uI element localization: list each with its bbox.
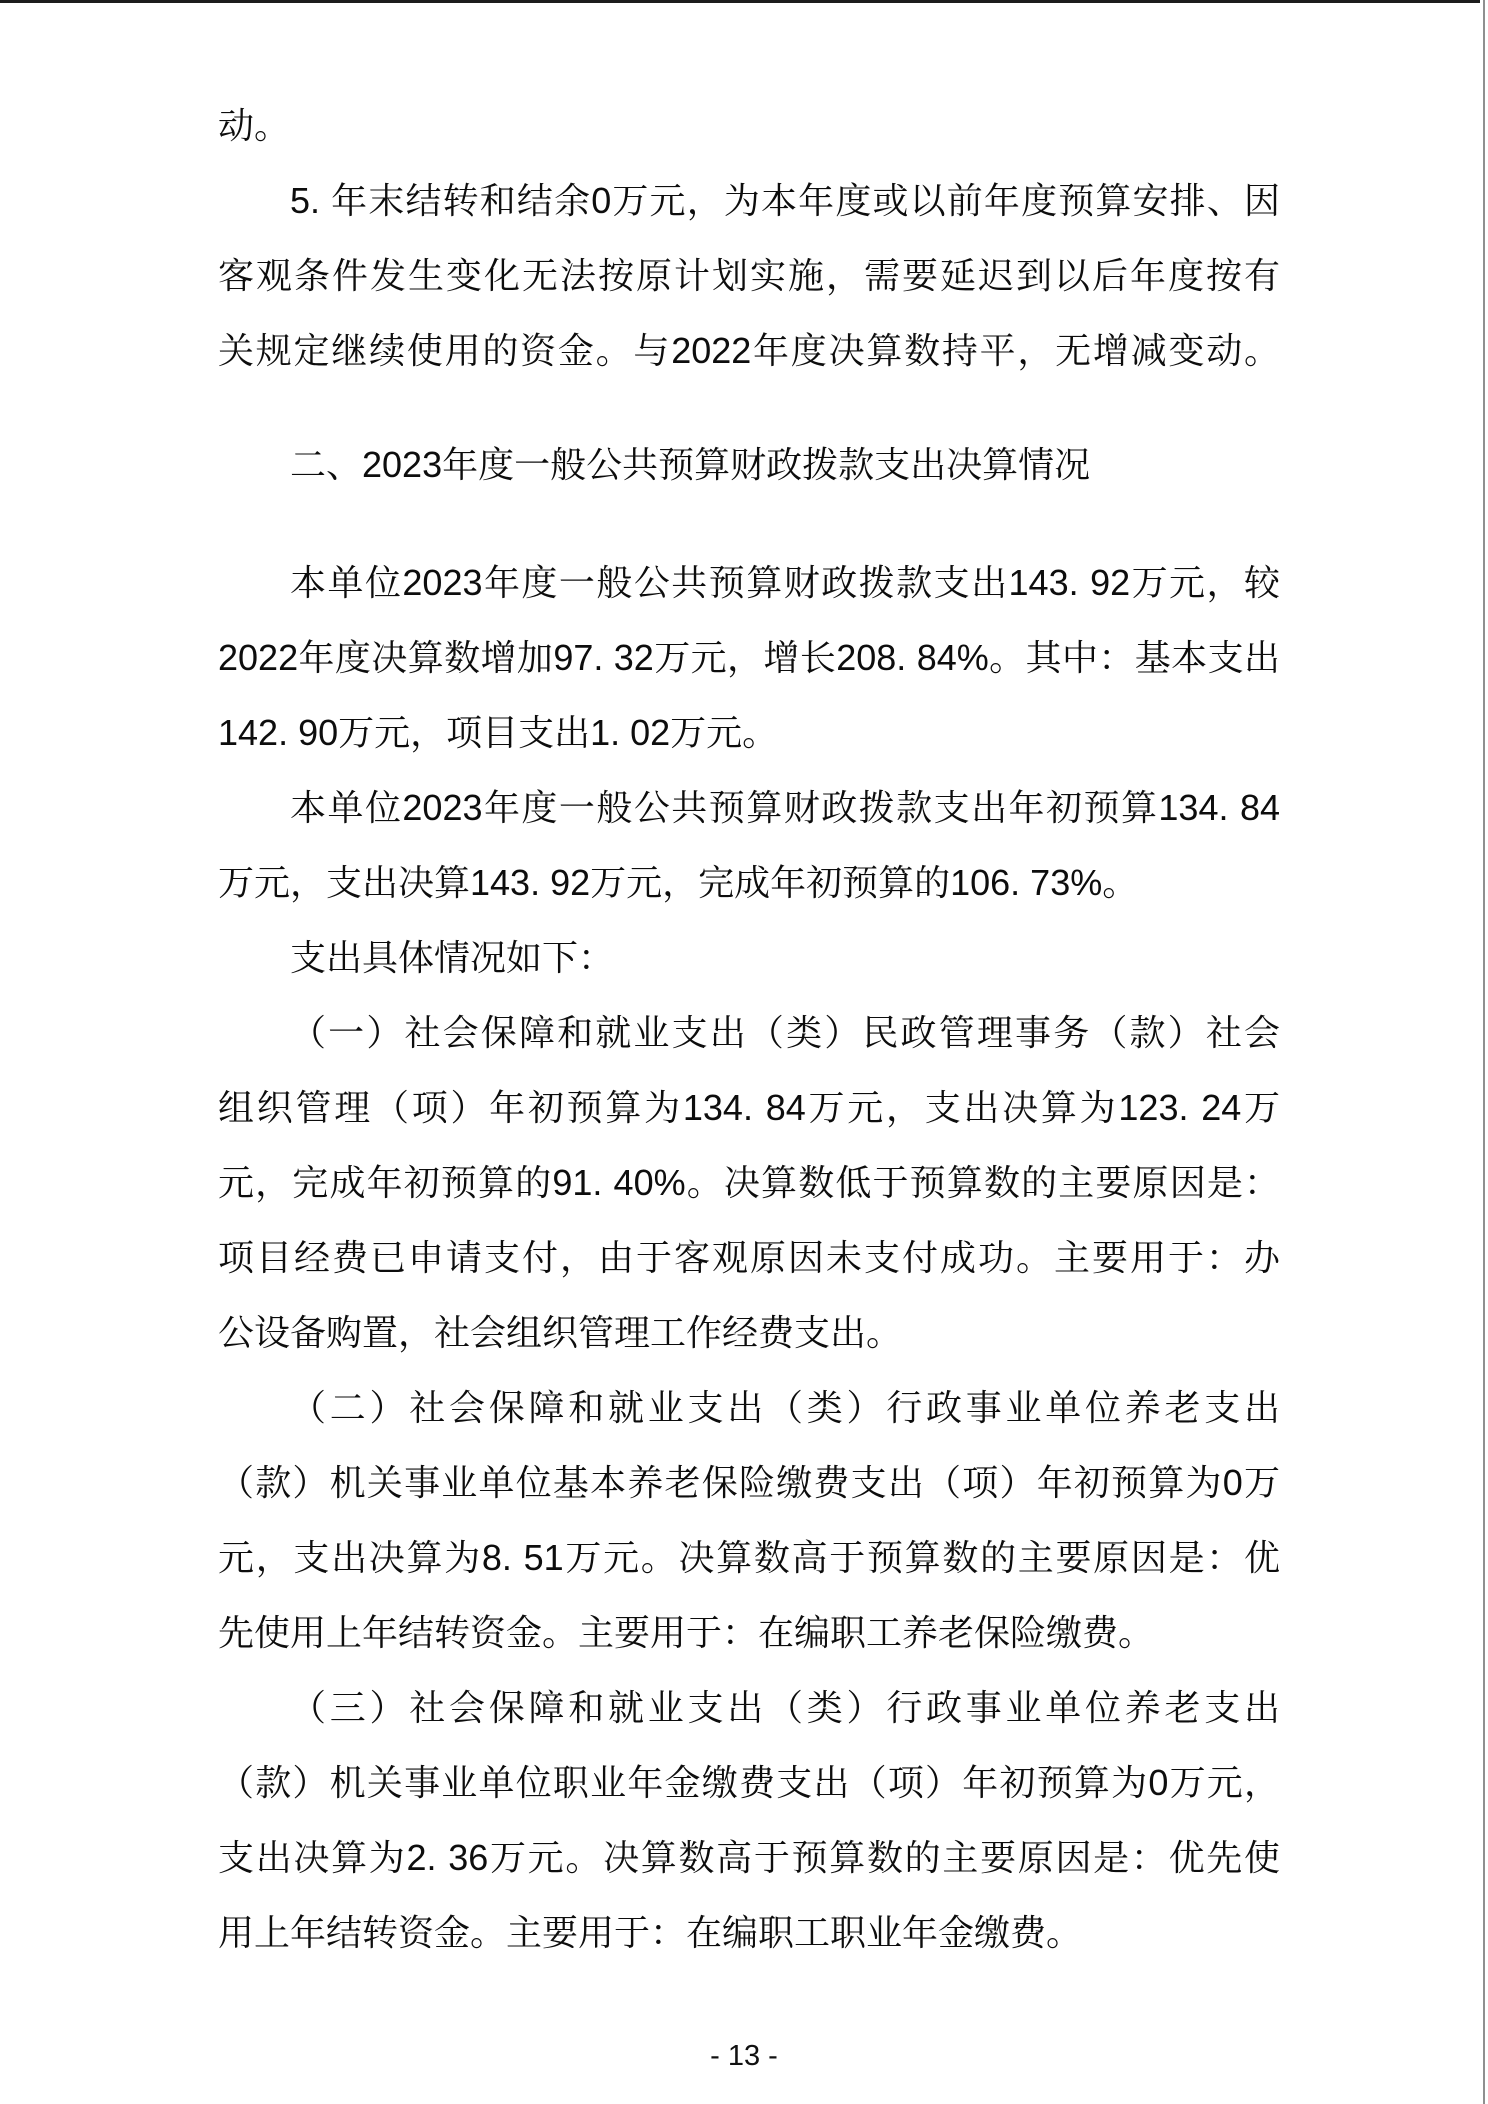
text-line: 2022年度决算数增加97. 32万元，增长208. 84%。其中：基本支出 [218,637,1280,678]
text-line: （三）社会保障和就业支出（类）行政事业单位养老支出 [290,1687,1280,1728]
text-line: 万元，支出决算143. 92万元，完成年初预算的106. 73%。 [218,862,1139,903]
text-line: （款）机关事业单位基本养老保险缴费支出（项）年初预算为0万 [218,1462,1280,1503]
text-line: （二）社会保障和就业支出（类）行政事业单位养老支出 [290,1387,1280,1428]
page-number: - 13 - [710,2040,778,2072]
text-line: 先使用上年结转资金。主要用于：在编职工养老保险缴费。 [218,1612,1155,1653]
section-heading: 二、2023年度一般公共预算财政拨款支出决算情况 [290,444,1091,485]
text-line: 142. 90万元，项目支出1. 02万元。 [218,712,779,753]
scan-edge-right-line [1483,0,1485,2104]
text-line: 组织管理（项）年初预算为134. 84万元，支出决算为123. 24万 [218,1087,1280,1128]
text-line: （一）社会保障和就业支出（类）民政管理事务（款）社会 [290,1012,1280,1053]
text-line: 支出决算为2. 36万元。决算数高于预算数的主要原因是：优先使 [218,1837,1280,1878]
text-line: 动。 [218,105,291,146]
document-content [218,88,1280,1970]
text-line: 客观条件发生变化无法按原计划实施，需要延迟到以后年度按有 [218,255,1280,296]
text-line: 本单位2023年度一般公共预算财政拨款支出年初预算134. 84 [290,787,1280,828]
text-line: 元，完成年初预算的91. 40%。决算数低于预算数的主要原因是： [218,1162,1280,1203]
text-line: 项目经费已申请支付，由于客观原因未支付成功。主要用于：办 [218,1237,1280,1278]
text-line: 支出具体情况如下： [290,937,615,978]
text-line: （款）机关事业单位职业年金缴费支出（项）年初预算为0万元， [218,1762,1280,1803]
text-line: 公设备购置，社会组织管理工作经费支出。 [218,1312,903,1353]
text-line: 本单位2023年度一般公共预算财政拨款支出143. 92万元，较 [290,562,1280,603]
text-line: 关规定继续使用的资金。与2022年度决算数持平，无增减变动。 [218,330,1280,371]
text-line: 用上年结转资金。主要用于：在编职工职业年金缴费。 [218,1912,1083,1953]
text-line: 元，支出决算为8. 51万元。决算数高于预算数的主要原因是：优 [218,1537,1280,1578]
scan-edge-top-line [0,0,1480,3]
text-line: 5. 年末结转和结余0万元，为本年度或以前年度预算安排、因 [290,180,1280,221]
